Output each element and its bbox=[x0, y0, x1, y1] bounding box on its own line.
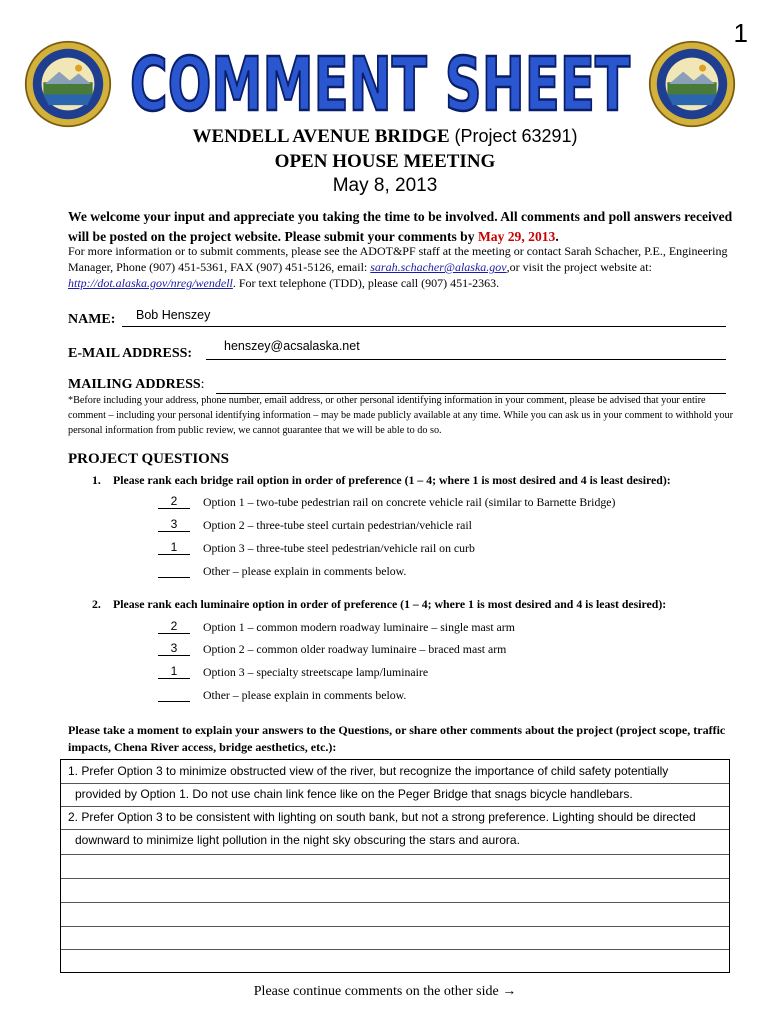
comment-line[interactable] bbox=[61, 783, 729, 807]
project-website-link[interactable]: http://dot.alaska.gov/nreg/wendell bbox=[68, 276, 233, 290]
q2-option-label: Option 1 – common modern roadway luminaire – single mast arm bbox=[203, 620, 515, 634]
name-label: NAME: bbox=[68, 312, 116, 327]
q1-option-label: Option 3 – three-tube steel pedestrian/vehicle rail on curb bbox=[203, 541, 475, 555]
comment-line-text: downward to minimize light pollution in the night sky obscuring the stars and aurora. bbox=[75, 833, 520, 847]
name-field[interactable] bbox=[122, 308, 726, 327]
mailing-label-text: MAILING ADDRESS bbox=[68, 377, 201, 392]
comment-line[interactable] bbox=[61, 926, 729, 950]
comment-line[interactable] bbox=[61, 878, 729, 903]
email-value: henszey@acsalaska.net bbox=[224, 339, 360, 353]
question-2-number: 2. bbox=[92, 597, 101, 611]
comment-line[interactable] bbox=[61, 854, 729, 879]
project-number: (Project 63291) bbox=[454, 126, 578, 146]
question-1-number: 1. bbox=[92, 473, 101, 487]
comment-line[interactable] bbox=[61, 760, 729, 784]
comment-line-text: 1. Prefer Option 3 to minimize obstructed view of the river, but recognize the importance of child safety potentially bbox=[68, 764, 669, 778]
q1-rank-field[interactable]: 3 bbox=[158, 517, 190, 532]
q1-option-label: Other – please explain in comments below. bbox=[203, 564, 407, 578]
mailing-label-colon: : bbox=[200, 377, 205, 392]
email-label: E-MAIL ADDRESS: bbox=[68, 346, 193, 361]
privacy-disclaimer: *Before including your address, phone number, email address, or other personal identifying information in your comment, please be advised that your entire comment – including your personal identifying information – may be made publicly available at any time. While you can ask us in your comment to withhold your personal information from public review, we cannot guarantee that we will be able to do so. bbox=[68, 395, 733, 436]
footer-text: Please continue comments on the other side bbox=[253, 984, 499, 999]
dot-seal-left-icon bbox=[24, 40, 112, 128]
comment-line[interactable] bbox=[61, 902, 729, 927]
contact-email-link[interactable]: sarah.schacher@alaska.gov bbox=[370, 260, 507, 274]
mailing-address-field[interactable] bbox=[216, 376, 726, 394]
mailing-address-label bbox=[68, 377, 205, 393]
q2-option-label: Other – please explain in comments below. bbox=[203, 688, 407, 702]
email-field[interactable] bbox=[206, 339, 726, 360]
info-text-3: . For text telephone (TDD), please call (907) 451-2363. bbox=[232, 276, 500, 290]
meeting-title: OPEN HOUSE MEETING bbox=[274, 151, 496, 172]
q2-rank-field[interactable] bbox=[158, 687, 190, 702]
right-arrow-icon: → bbox=[502, 984, 517, 999]
comment-line-text: provided by Option 1. Do not use chain link fence like on the Peger Bridge that snags bicycle handlebars. bbox=[75, 787, 633, 801]
comment-sheet-banner bbox=[120, 26, 640, 126]
comment-line[interactable] bbox=[61, 949, 729, 971]
comment-line[interactable] bbox=[61, 806, 729, 830]
q2-rank-field[interactable]: 1 bbox=[158, 664, 190, 679]
intro-text: We welcome your input and appreciate you taking the time to be involved. All comments and poll answers received will be posted on the project website. Please submit your comments by bbox=[68, 209, 733, 244]
q1-option-label: Option 1 – two-tube pedestrian rail on concrete vehicle rail (similar to Barnette Bridge) bbox=[203, 495, 616, 509]
bridge-name: WENDELL AVENUE BRIDGE bbox=[192, 126, 450, 147]
comments-prompt: Please take a moment to explain your answers to the Questions, or share other comments about the project (project scope, traffic impacts, Chena River access, bridge aesthetics, etc.): bbox=[68, 723, 726, 754]
q1-option-label: Option 2 – three-tube steel curtain pedestrian/vehicle rail bbox=[203, 518, 472, 532]
intro-paragraph bbox=[68, 207, 738, 247]
comments-box[interactable] bbox=[60, 759, 730, 973]
dot-seal-right-icon bbox=[648, 40, 736, 128]
page-number: 1 bbox=[733, 18, 748, 48]
project-title bbox=[0, 126, 770, 148]
deadline-date: May 29, 2013 bbox=[477, 229, 556, 244]
q1-rank-field[interactable]: 2 bbox=[158, 494, 190, 509]
q2-option-label: Option 2 – common older roadway luminaire – braced mast arm bbox=[203, 642, 507, 656]
questions-heading: PROJECT QUESTIONS bbox=[68, 451, 230, 467]
info-text-2: ,or visit the project website at: bbox=[506, 260, 652, 274]
q2-option-label: Option 3 – specialty streetscape lamp/luminaire bbox=[203, 665, 429, 679]
meeting-date: May 8, 2013 bbox=[332, 175, 438, 196]
comment-line[interactable] bbox=[61, 829, 729, 855]
comment-line-text: 2. Prefer Option 3 to be consistent with lighting on south bank, but not a strong preference. Lighting should be directed bbox=[68, 810, 696, 824]
q2-rank-field[interactable]: 3 bbox=[158, 641, 190, 656]
footer-continue bbox=[0, 984, 770, 1000]
svg-text:COMMENT SHEET: COMMENT SHEET bbox=[130, 42, 631, 126]
contact-info bbox=[68, 243, 738, 291]
name-value: Bob Henszey bbox=[136, 308, 211, 322]
intro-end: . bbox=[555, 229, 559, 244]
q2-rank-field[interactable]: 2 bbox=[158, 619, 190, 634]
q1-rank-field[interactable]: 1 bbox=[158, 540, 190, 555]
question-2-text: Please rank each luminaire option in order of preference (1 – 4; where 1 is most desired and 4 is least desired): bbox=[113, 597, 667, 611]
info-text-1: For more information or to submit comments, please see the ADOT&PF staff at the meeting or contact Sarah Schacher, P.E., Engineering Manager, Phone (907) 451-5361, FAX (907) 451-5126, email: bbox=[68, 244, 728, 274]
q1-rank-field[interactable] bbox=[158, 563, 190, 578]
question-1-text: Please rank each bridge rail option in order of preference (1 – 4; where 1 is most desired and 4 is least desired): bbox=[113, 473, 671, 487]
